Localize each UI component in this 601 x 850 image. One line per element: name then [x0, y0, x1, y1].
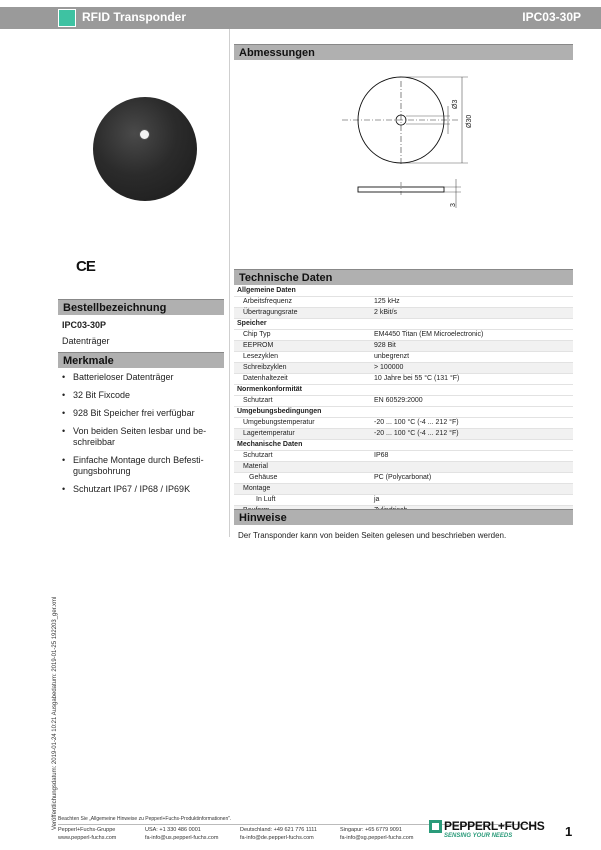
tech-group-row — [234, 440, 573, 451]
order-code: IPC03-30P — [62, 320, 107, 330]
tech-label: Material — [234, 462, 371, 473]
tech-group-row — [234, 319, 573, 330]
order-description: Datenträger — [62, 336, 110, 346]
tech-value: IP68 — [371, 451, 573, 462]
brand-slogan: SENSING YOUR NEEDS — [444, 833, 513, 839]
tech-row — [234, 429, 573, 440]
footer-text: Singapur: +65 6779 9091 — [340, 827, 402, 833]
tech-row — [234, 462, 573, 473]
brand-logo: PEPPERL+FUCHS — [444, 819, 545, 833]
tech-row — [234, 363, 573, 374]
tech-group-row — [234, 407, 573, 418]
feature-item: • Von beiden Seiten lesbar und be- schreibbar — [62, 426, 224, 448]
tech-value: PC (Polycarbonat) — [371, 473, 573, 484]
dim-label-thickness: 3 — [450, 203, 457, 207]
tech-value — [371, 484, 573, 495]
tech-label: Gehäuse — [234, 473, 371, 484]
feature-item: • 32 Bit Fixcode — [62, 390, 224, 401]
publication-info: Veröffentlichungsdatum: 2019-01-24 10:21 Ausgabedatum: 2019-01-25 192203_ger.xml — [52, 596, 58, 830]
tech-data-table — [234, 286, 573, 517]
tech-group-label: Umgebungsbedingungen — [234, 407, 573, 418]
header-product-code: IPC03-30P — [522, 10, 581, 24]
footer-link[interactable]: fa-info@us.pepperl-fuchs.com — [145, 835, 219, 841]
tech-group-row — [234, 385, 573, 396]
tech-label: Übertragungsrate — [234, 308, 371, 319]
footer-note: Beachten Sie „Allgemeine Hinweise zu Pepperl+Fuchs-Produktinformationen". — [58, 816, 232, 822]
tech-row — [234, 451, 573, 462]
dimension-drawing — [330, 76, 480, 216]
tech-value: unbegrenzt — [371, 352, 573, 363]
tech-value: ja — [371, 495, 573, 506]
header-bar — [0, 7, 601, 29]
tech-value: -20 ... 100 °C (-4 ... 212 °F) — [371, 418, 573, 429]
tech-label: EEPROM — [234, 341, 371, 352]
tech-value — [371, 462, 573, 473]
tech-heading: Technische Daten — [234, 269, 573, 285]
feature-item: • 928 Bit Speicher frei verfügbar — [62, 408, 224, 419]
ce-mark: CE — [76, 258, 95, 275]
dim-label-hole: Ø3 — [452, 99, 459, 109]
footer-contact-germany — [240, 826, 317, 842]
feature-item: • Batterieloser Datenträger — [62, 372, 224, 383]
tech-row — [234, 396, 573, 407]
tech-value: EM4450 Titan (EM Microelectronic) — [371, 330, 573, 341]
tech-group-row — [234, 286, 573, 297]
tech-row — [234, 330, 573, 341]
tech-row — [234, 374, 573, 385]
footer-contact-singapore — [340, 826, 413, 842]
tech-row — [234, 484, 573, 495]
tech-row — [234, 297, 573, 308]
tech-row — [234, 352, 573, 363]
footer-link[interactable]: fa-info@de.pepperl-fuchs.com — [240, 835, 314, 841]
page-number: 1 — [565, 824, 573, 839]
tech-label: In Luft — [234, 495, 371, 506]
feature-item: • Schutzart IP67 / IP68 / IP69K — [62, 484, 224, 495]
footer-link[interactable]: www.pepperl-fuchs.com — [58, 835, 117, 841]
notes-text: Der Transponder kann von beiden Seiten gelesen und beschrieben werden. — [238, 531, 507, 540]
footer-contact-group — [58, 826, 116, 842]
tech-group-label: Speicher — [234, 319, 573, 330]
feature-item: • Einfache Montage durch Befesti- gungsbohrung — [62, 455, 224, 477]
tech-label: Umgebungstemperatur — [234, 418, 371, 429]
dim-label-outer: Ø30 — [466, 114, 473, 128]
tech-row — [234, 495, 573, 506]
tech-label: Arbeitsfrequenz — [234, 297, 371, 308]
features-list — [62, 372, 224, 502]
tech-row — [234, 418, 573, 429]
tech-row — [234, 473, 573, 484]
product-icon — [58, 9, 76, 27]
tech-group-label: Normenkonformität — [234, 385, 573, 396]
notes-heading: Hinweise — [234, 509, 573, 525]
tech-value: -20 ... 100 °C (-4 ... 212 °F) — [371, 429, 573, 440]
footer-text: Deutschland: +49 621 776 1111 — [240, 827, 317, 833]
tech-row — [234, 341, 573, 352]
tech-value: 125 kHz — [371, 297, 573, 308]
order-heading: Bestellbezeichnung — [58, 299, 224, 315]
tech-label: Schutzart — [234, 396, 371, 407]
tech-value: EN 60529:2000 — [371, 396, 573, 407]
footer-text: USA: +1 330 486 0001 — [145, 827, 201, 833]
footer-text: Pepperl+Fuchs-Gruppe — [58, 827, 116, 833]
footer-link[interactable]: fa-info@sg.pepperl-fuchs.com — [340, 835, 414, 841]
tech-label: Lesezyklen — [234, 352, 371, 363]
features-heading: Merkmale — [58, 352, 224, 368]
header-title: RFID Transponder — [82, 10, 187, 24]
tech-group-label: Mechanische Daten — [234, 440, 573, 451]
tech-label: Montage — [234, 484, 371, 495]
tech-group-label: Allgemeine Daten — [234, 286, 573, 297]
tech-label: Datenhaltezeit — [234, 374, 371, 385]
dimensions-heading: Abmessungen — [234, 44, 573, 60]
brand-logo-icon — [429, 820, 442, 833]
column-divider — [229, 29, 230, 537]
mounting-hole — [139, 129, 150, 140]
tech-value: 928 Bit — [371, 341, 573, 352]
tech-value: > 100000 — [371, 363, 573, 374]
tech-value: 10 Jahre bei 55 °C (131 °F) — [371, 374, 573, 385]
tech-row — [234, 308, 573, 319]
tech-label: Schutzart — [234, 451, 371, 462]
tech-value: 2 kBit/s — [371, 308, 573, 319]
tech-label: Lagertemperatur — [234, 429, 371, 440]
product-image — [93, 97, 197, 201]
tech-label: Chip Typ — [234, 330, 371, 341]
footer-contact-usa — [145, 826, 218, 842]
tech-label: Schreibzyklen — [234, 363, 371, 374]
